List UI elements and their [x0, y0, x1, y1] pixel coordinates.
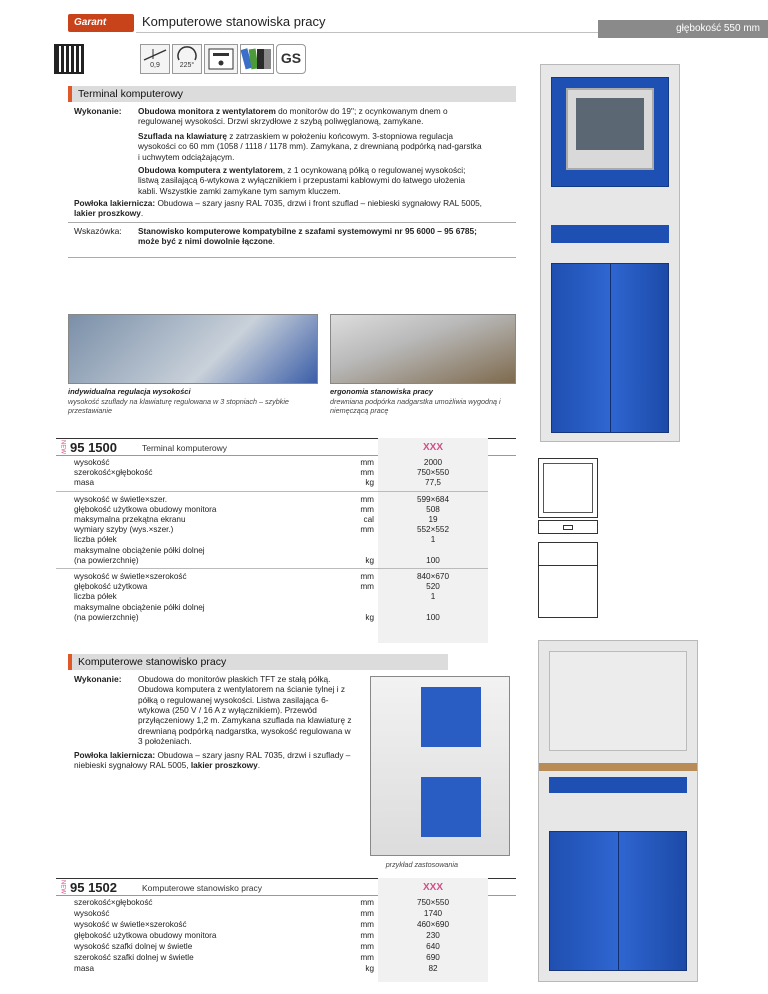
row-value: 552×552	[416, 525, 450, 535]
row-unit: kg	[365, 964, 374, 973]
article-name: Terminal komputerowy	[142, 443, 228, 453]
row-value: 1	[430, 535, 436, 545]
row-unit: mm	[360, 931, 374, 940]
article-name-2: Komputerowe stanowisko pracy	[142, 883, 263, 893]
row-unit: mm	[360, 582, 374, 592]
table-row	[74, 931, 374, 941]
row-label: liczba półek	[74, 592, 117, 602]
table-row	[74, 535, 374, 545]
new-mark-2: NEW	[59, 880, 66, 894]
row-value: 1	[430, 592, 436, 602]
row-label: wysokość w świetle×szerokość	[74, 920, 187, 929]
photo-terminal-cabinet	[540, 64, 680, 442]
price-placeholder-2: XXX	[422, 882, 443, 893]
lock-icon	[204, 44, 238, 74]
row-label: liczba półek	[74, 535, 117, 545]
row-label: wysokość w świetle×szerokość	[74, 572, 187, 581]
drawing-pc-housing	[538, 542, 598, 618]
row-value: 690	[426, 953, 440, 962]
row-unit: mm	[360, 942, 374, 951]
row-label: masa	[74, 478, 95, 488]
row-unit: kg	[365, 478, 374, 488]
article-number-2: 95 1502	[70, 880, 117, 895]
row-unit: mm	[360, 494, 374, 504]
row-value: 840×670	[416, 572, 450, 581]
row-value: 100	[426, 612, 440, 622]
row-label: (na powierzchnię)	[74, 612, 139, 622]
photo-application-example	[370, 676, 510, 856]
table-row	[74, 505, 374, 515]
row-unit: mm	[360, 468, 374, 478]
table-row	[74, 546, 374, 556]
row-label: wysokość	[74, 458, 110, 467]
row-unit: mm	[360, 458, 374, 467]
table1-body	[74, 458, 374, 643]
row-unit: kg	[365, 612, 374, 622]
row-unit: mm	[360, 909, 374, 918]
row-label: szerokość×głębokość	[74, 898, 153, 907]
photo2-caption-title: ergonomia stanowiska pracy	[330, 387, 433, 396]
table-row	[74, 613, 374, 623]
table-row	[74, 525, 374, 535]
photo-workstation-cabinet	[538, 640, 698, 982]
table-row	[74, 468, 374, 478]
qr-code-icon	[54, 44, 84, 74]
section-heading-terminal: Terminal komputerowy	[68, 86, 516, 102]
powloka2-text: Powłoka lakiernicza: Obudowa – szary jasny RAL 7035, drzwi i szuflady – niebieski sygnałowy RAL 5005, lakier proszkowy.	[74, 750, 351, 771]
row-value: 508	[426, 504, 440, 514]
table-row	[74, 603, 374, 613]
table-row	[74, 953, 374, 963]
row-label: szerokość szafki dolnej w świetle	[74, 953, 194, 962]
table-row	[74, 920, 374, 930]
drawing-keyboard-drawer	[538, 520, 598, 534]
row-label: głębokość użytkowa	[74, 582, 148, 592]
table2-values	[378, 898, 488, 982]
row-unit: mm	[360, 572, 374, 581]
row-label: masa	[74, 964, 95, 973]
row-value: 750×550	[416, 468, 450, 478]
load-icon: 0,9	[140, 44, 170, 74]
new-mark: NEW	[59, 440, 66, 454]
wykonanie-p2: Szuflada na klawiaturę z zatrzaskiem w położeniu końcowym. 3-stopniowa regulacja wysokości co 60 mm (1058 / 1118 / 1178 mm). Zamykana, z drewnianą podpórką nad-garstka i uchwytem odciążającym.	[138, 131, 482, 162]
table-row	[74, 572, 374, 582]
table-row	[74, 582, 374, 592]
section-tab: głębokość 550 mm	[598, 20, 768, 38]
table2-body	[74, 898, 374, 982]
row-label: wysokość szafki dolnej w świetle	[74, 942, 193, 951]
row-value: 460×690	[416, 920, 450, 929]
drawing-monitor-housing	[538, 458, 598, 518]
row-label: wymiary szyby (wys.×szer.)	[74, 525, 174, 535]
photo-wrist-rest	[330, 314, 516, 384]
price-placeholder: XXX	[422, 442, 443, 453]
row-label: głębokość użytkowa obudowy monitora	[74, 504, 217, 514]
table-row	[74, 515, 374, 525]
row-value: 599×684	[416, 494, 450, 504]
row-unit: mm	[360, 898, 374, 907]
row-label: głębokość użytkowa obudowy monitora	[74, 931, 217, 940]
table-row	[74, 942, 374, 952]
row-unit: cal	[363, 515, 374, 524]
row-unit: mm	[360, 525, 374, 535]
table-row	[74, 898, 374, 908]
table-row	[74, 592, 374, 602]
photo2-caption-text: drewniana podpórka nadgarstka umożliwia wygodną i niemęczącą pracę	[330, 397, 501, 415]
powloka-text: Powłoka lakiernicza: Obudowa – szary jasny RAL 7035, drzwi i front szuflad – niebieski sygnałowy RAL 5005, lakier proszkowy.	[74, 198, 482, 219]
wykonanie-p3: Obudowa komputera z wentylatorem, z 1 ocynkowaną półką o regulowanej wysokości; listwą zasilającą 6-wtykowa z wyłącznikiem i przepustami kablowymi do łatwego ułożenia kabli. Wszystkie zamki zamykane tym samym kluczem.	[138, 165, 466, 196]
color-swatches-icon	[240, 44, 274, 74]
gs-mark-icon: GS	[276, 44, 306, 74]
row-value: 1740	[423, 909, 443, 918]
wykonanie-p1: Obudowa monitora z wentylatorem do monitorów do 19"; z ocynkowanym dnem o regulowanej wysokości. Drzwi skrzydłowe z szybą poliwęglanową, zamykane.	[138, 106, 448, 127]
photo1-caption-text: wysokość szuflady na klawiaturę regulowana w 3 stopniach – szybkie przestawianie	[68, 397, 289, 415]
wykonanie2-label: Wykonanie:	[74, 674, 122, 684]
row-value: 82	[428, 964, 438, 973]
photo-application-caption: przykład zastosowania	[385, 860, 458, 869]
row-value: 100	[426, 555, 440, 565]
row-value: 230	[426, 931, 440, 940]
row-value: 19	[428, 515, 438, 524]
row-label: maksymalne obciążenie półki dolnej	[74, 545, 205, 555]
garant-logo: Garant	[68, 14, 134, 32]
row-unit: mm	[360, 953, 374, 962]
section-heading-workstation: Komputerowe stanowisko pracy	[68, 654, 448, 670]
rotation-icon: 225°	[172, 44, 202, 74]
photo-height-adjust	[68, 314, 318, 384]
wskazowka-text: Stanowisko komputerowe kompatybilne z szafami systemowymi nr 95 6000 – 95 6785; może być z nimi dowolnie łączone.	[138, 226, 477, 247]
row-value: 750×550	[416, 898, 450, 907]
table-row	[74, 478, 374, 488]
row-unit: kg	[365, 555, 374, 565]
row-label: wysokość	[74, 909, 110, 918]
photo1-caption-title: indywidualna regulacja wysokości	[68, 387, 191, 396]
row-value: 2000	[423, 458, 443, 467]
table-row	[74, 964, 374, 974]
wykonanie-label: Wykonanie:	[74, 106, 122, 116]
table1-values	[378, 458, 488, 643]
row-label: szerokość×głębokość	[74, 468, 153, 478]
row-value: 640	[426, 942, 440, 951]
table-row	[74, 556, 374, 566]
wskazowka-label: Wskazówka:	[74, 226, 122, 236]
page-title: Komputerowe stanowiska pracy	[142, 14, 326, 29]
table-row	[74, 909, 374, 919]
row-unit: mm	[360, 504, 374, 514]
row-label: maksymalne obciążenie półki dolnej	[74, 602, 205, 612]
table-row	[74, 458, 374, 468]
row-unit: mm	[360, 920, 374, 929]
wykonanie2-text: Obudowa do monitorów płaskich TFT ze stałą półką. Obudowa komputera z wentylatorem na ścianie tylnej i z półką o regulowanej wysokości. Listwa zasilająca 6-wtykowa (250 V / 16 A z wyłącznikiem). Przewód przyłączeniowy 1,2 m. Zamykana szuflada na klawiaturę z drewnianą podpórką nadgarstka, wysokość regulowana w 3 położeniach.	[138, 674, 352, 747]
header-divider	[136, 32, 636, 33]
article-number: 95 1500	[70, 440, 117, 455]
row-value: 77,5	[425, 478, 441, 488]
row-label: (na powierzchnię)	[74, 555, 139, 565]
row-label: wysokość w świetle×szer.	[74, 494, 168, 504]
table-row	[74, 495, 374, 505]
row-label: maksymalna przekątna ekranu	[74, 515, 186, 524]
row-value: 520	[426, 582, 440, 592]
